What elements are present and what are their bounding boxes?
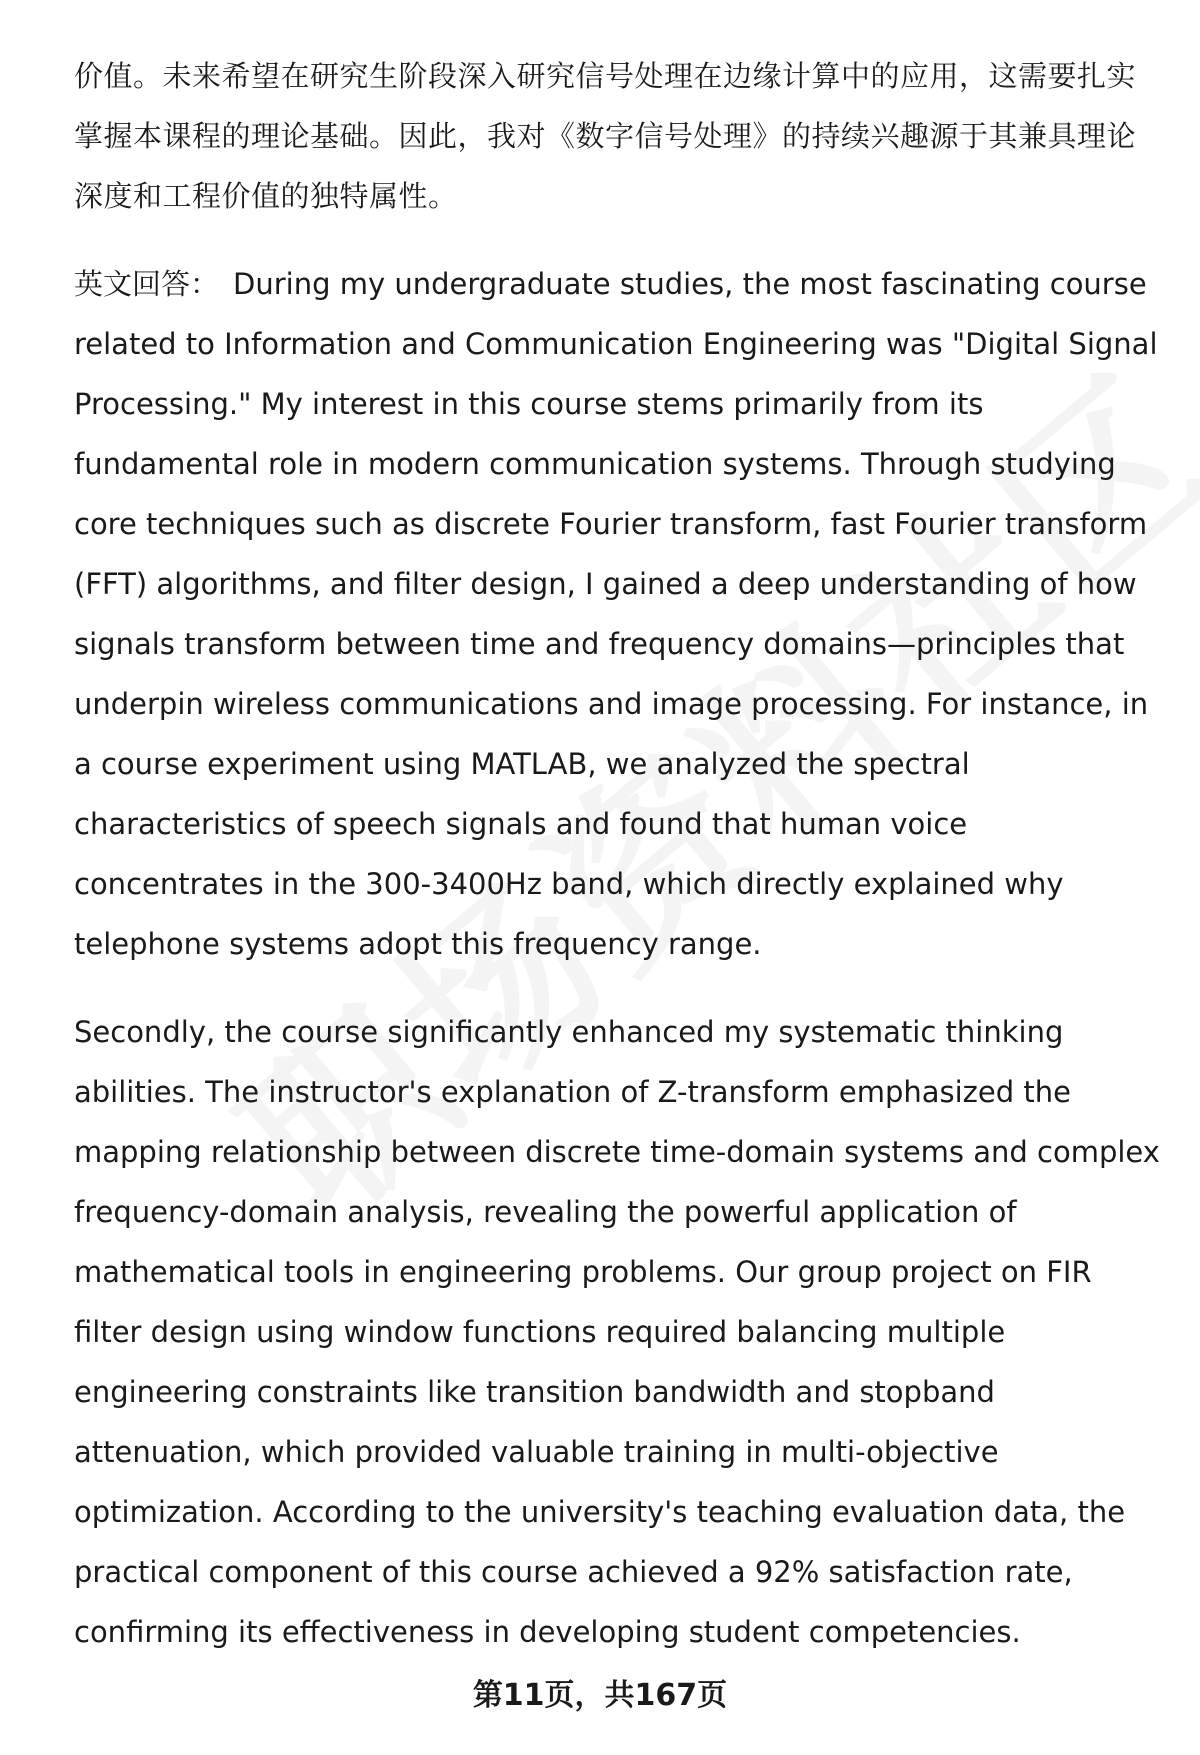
page-number-footer: 第11页，共167页 (472, 1678, 728, 1713)
english-answer-text-1: During my undergraduate studies, the most fascinating course related to Information and Communication Engineering was "Digital Signal Processing." My interest in this course stems primarily from its fundamental role in modern communication systems. Through studying core techniques such as discrete Fourier transform, fast Fourier transform (FFT) algorithms, and filter design, I gained a deep understanding of how signals transform between time and frequency domains—principles that underpin wireless communications and image processing. For instance, in a course experiment using MATLAB, we analyzed the spectral characteristics of speech signals and found that human voice concentrates in the 300-3400Hz band, which directly explained why telephone systems adopt this frequency range. (74, 267, 1158, 961)
english-answer-paragraph-1 (74, 254, 1164, 974)
paragraph-gap (74, 974, 1164, 1002)
english-answer-paragraph-2: Secondly, the course significantly enhanced my systematic thinking abilities. The instructor's explanation of Z-transform emphasized the mapping relationship between discrete time-domain systems and complex frequency-domain analysis, revealing the powerful application of mathematical tools in engineering problems. Our group project on FIR filter design using window functions required balancing multiple engineering constraints like transition bandwidth and stopband attenuation, which provided valuable training in multi-objective optimization. According to the university's teaching evaluation data, the practical component of this course achieved a 92% satisfaction rate, confirming its effectiveness in developing student competencies. (74, 1015, 1160, 1649)
english-answer-label: 英文回答： (74, 267, 220, 301)
page-content (74, 46, 1164, 1662)
paragraph-gap (74, 226, 1164, 254)
chinese-paragraph: 价值。未来希望在研究生阶段深入研究信号处理在边缘计算中的应用，这需要扎实掌握本课程的理论基础。因此，我对《数字信号处理》的持续兴趣源于其兼具理论深度和工程价值的独特属性。 (74, 59, 1137, 213)
